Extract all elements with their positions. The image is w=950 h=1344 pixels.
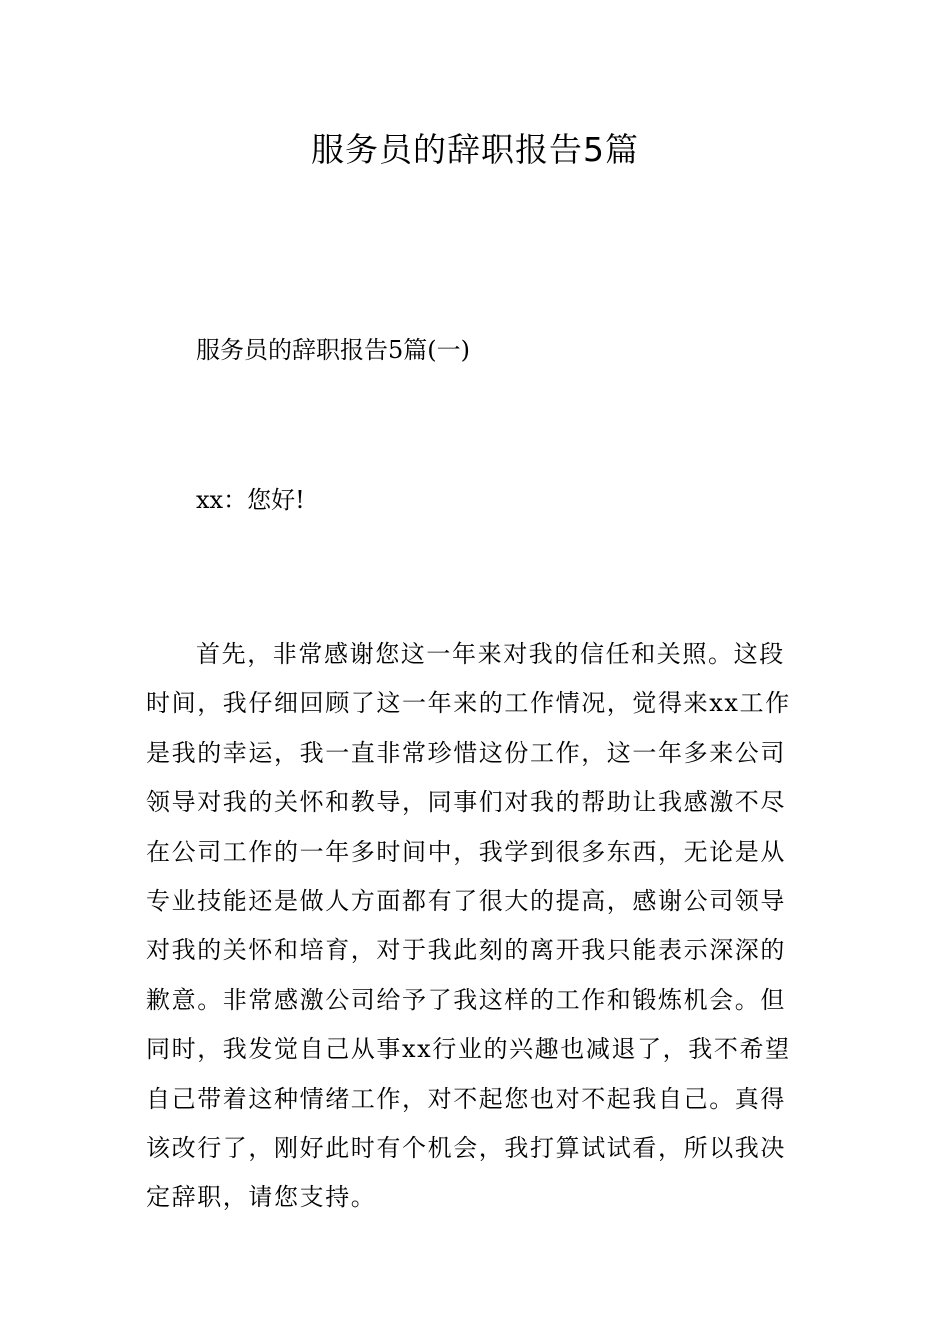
paragraph-line: 专业技能还是做人方面都有了很大的提高，感谢公司领导 — [146, 886, 786, 915]
paragraph-line: 是我的幸运，我一直非常珍惜这份工作，这一年多来公司 — [146, 738, 786, 767]
paragraph-line: 自己带着这种情绪工作，对不起您也对不起我自己。真得 — [146, 1084, 786, 1113]
section-heading: 服务员的辞职报告5篇(一) — [196, 336, 470, 364]
paragraph-line: 对我的关怀和培育，对于我此刻的离开我只能表示深深的 — [146, 936, 786, 965]
paragraph-line: 同时，我发觉自己从事xx行业的兴趣也减退了，我不希望 — [146, 1035, 791, 1064]
paragraph-line: 在公司工作的一年多时间中，我学到很多东西，无论是从 — [146, 837, 786, 866]
paragraph-line: 领导对我的关怀和教导，同事们对我的帮助让我感激不尽 — [146, 788, 786, 817]
paragraph-line: 歉意。非常感激公司给予了我这样的工作和锻炼机会。但 — [146, 985, 786, 1014]
body-paragraph — [146, 630, 806, 1223]
paragraph-line: 首先，非常感谢您这一年来对我的信任和关照。这段 — [196, 640, 785, 668]
document-title: 服务员的辞职报告5篇 — [311, 130, 639, 169]
paragraph-line: 定辞职，请您支持。 — [146, 1183, 377, 1212]
salutation: xx：您好! — [196, 486, 305, 514]
paragraph-line: 该改行了，刚好此时有个机会，我打算试试看，所以我决 — [146, 1133, 786, 1162]
paragraph-line: 时间，我仔细回顾了这一年来的工作情况，觉得来xx工作 — [146, 689, 791, 718]
